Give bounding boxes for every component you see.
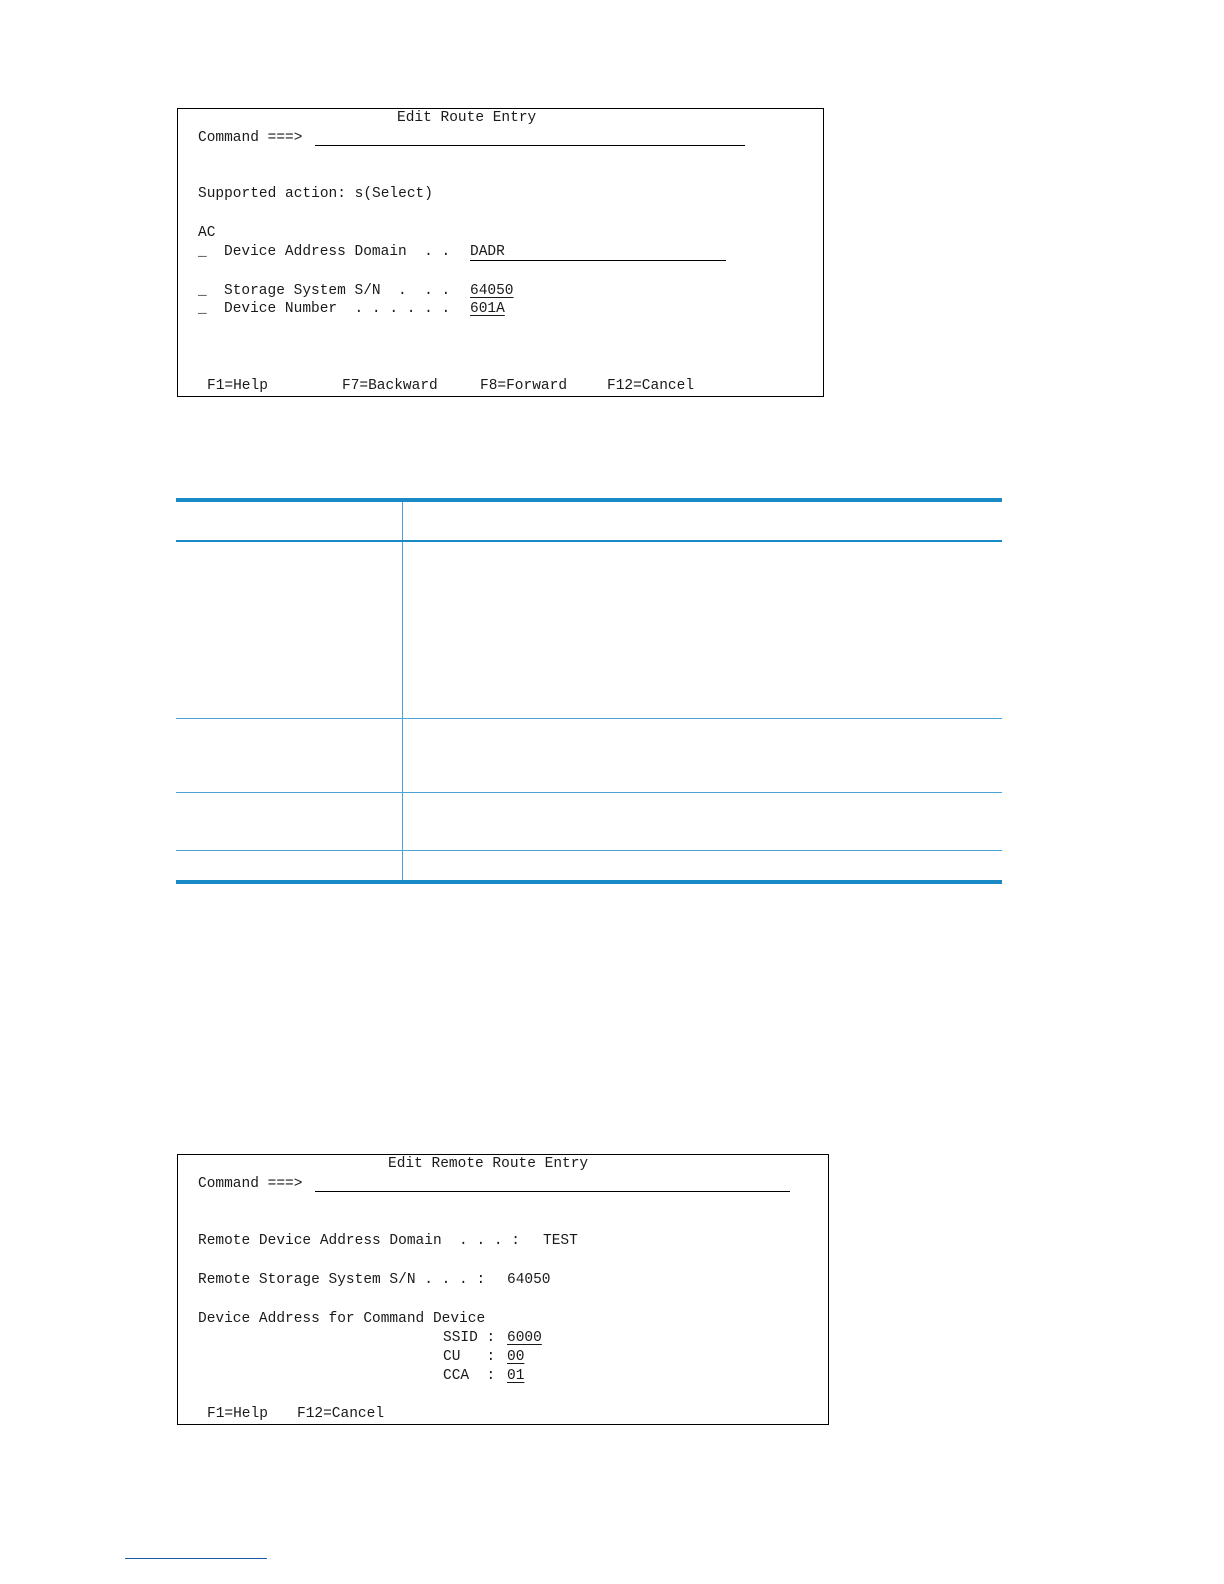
f12-cancel-key[interactable]: F12=Cancel <box>297 1406 385 1422</box>
table-row <box>176 792 1002 850</box>
device-address-heading: Device Address for Command Device <box>198 1311 486 1327</box>
supported-action-text: Supported action: s(Select) <box>198 186 433 202</box>
device-number-value[interactable]: 601A <box>470 301 505 317</box>
remote-domain-value: TEST <box>543 1233 578 1249</box>
device-address-domain-field-line <box>470 260 726 261</box>
action-field-device-address-domain[interactable]: _ <box>198 244 207 260</box>
table-row <box>176 850 1002 884</box>
remote-domain-label: Remote Device Address Domain . . . : <box>198 1233 520 1249</box>
action-field-storage-system-sn[interactable]: _ <box>198 283 207 299</box>
cca-label: CCA : <box>443 1368 496 1384</box>
action-field-device-number[interactable]: _ <box>198 301 207 317</box>
description-table <box>176 498 1002 884</box>
device-address-domain-value[interactable]: DADR <box>470 244 505 260</box>
cu-input[interactable]: 00 <box>507 1349 525 1365</box>
edit-remote-route-entry-panel <box>177 1154 829 1425</box>
remote-storage-sn-value: 64050 <box>507 1272 551 1288</box>
device-address-domain-label: Device Address Domain . . <box>224 244 451 260</box>
device-number-label: Device Number . . . . . . <box>224 301 451 317</box>
f1-help-key[interactable]: F1=Help <box>207 1406 268 1422</box>
remote-storage-sn-label: Remote Storage System S/N . . . : <box>198 1272 486 1288</box>
f8-forward-key[interactable]: F8=Forward <box>480 378 568 394</box>
panel-title: Edit Route Entry <box>397 110 537 126</box>
ssid-label: SSID : <box>443 1330 496 1346</box>
command-prompt-label: Command ===> <box>198 130 303 146</box>
f1-help-key[interactable]: F1=Help <box>207 378 268 394</box>
cu-label: CU : <box>443 1349 496 1365</box>
table-row <box>176 540 1002 717</box>
f7-backward-key[interactable]: F7=Backward <box>342 378 438 394</box>
command-prompt-label: Command ===> <box>198 1176 303 1192</box>
cca-input[interactable]: 01 <box>507 1368 525 1384</box>
storage-system-sn-value[interactable]: 64050 <box>470 283 514 299</box>
command-input[interactable] <box>315 145 745 146</box>
storage-system-sn-label: Storage System S/N . . . <box>224 283 451 299</box>
footer-link-underline[interactable] <box>125 1558 267 1559</box>
panel-title: Edit Remote Route Entry <box>388 1156 589 1172</box>
edit-route-entry-panel <box>177 108 824 397</box>
ssid-input[interactable]: 6000 <box>507 1330 542 1346</box>
command-input[interactable] <box>315 1191 790 1192</box>
f12-cancel-key[interactable]: F12=Cancel <box>607 378 695 394</box>
table-row <box>176 718 1002 792</box>
action-column-header: AC <box>198 225 216 241</box>
table-header-row <box>176 502 1002 538</box>
